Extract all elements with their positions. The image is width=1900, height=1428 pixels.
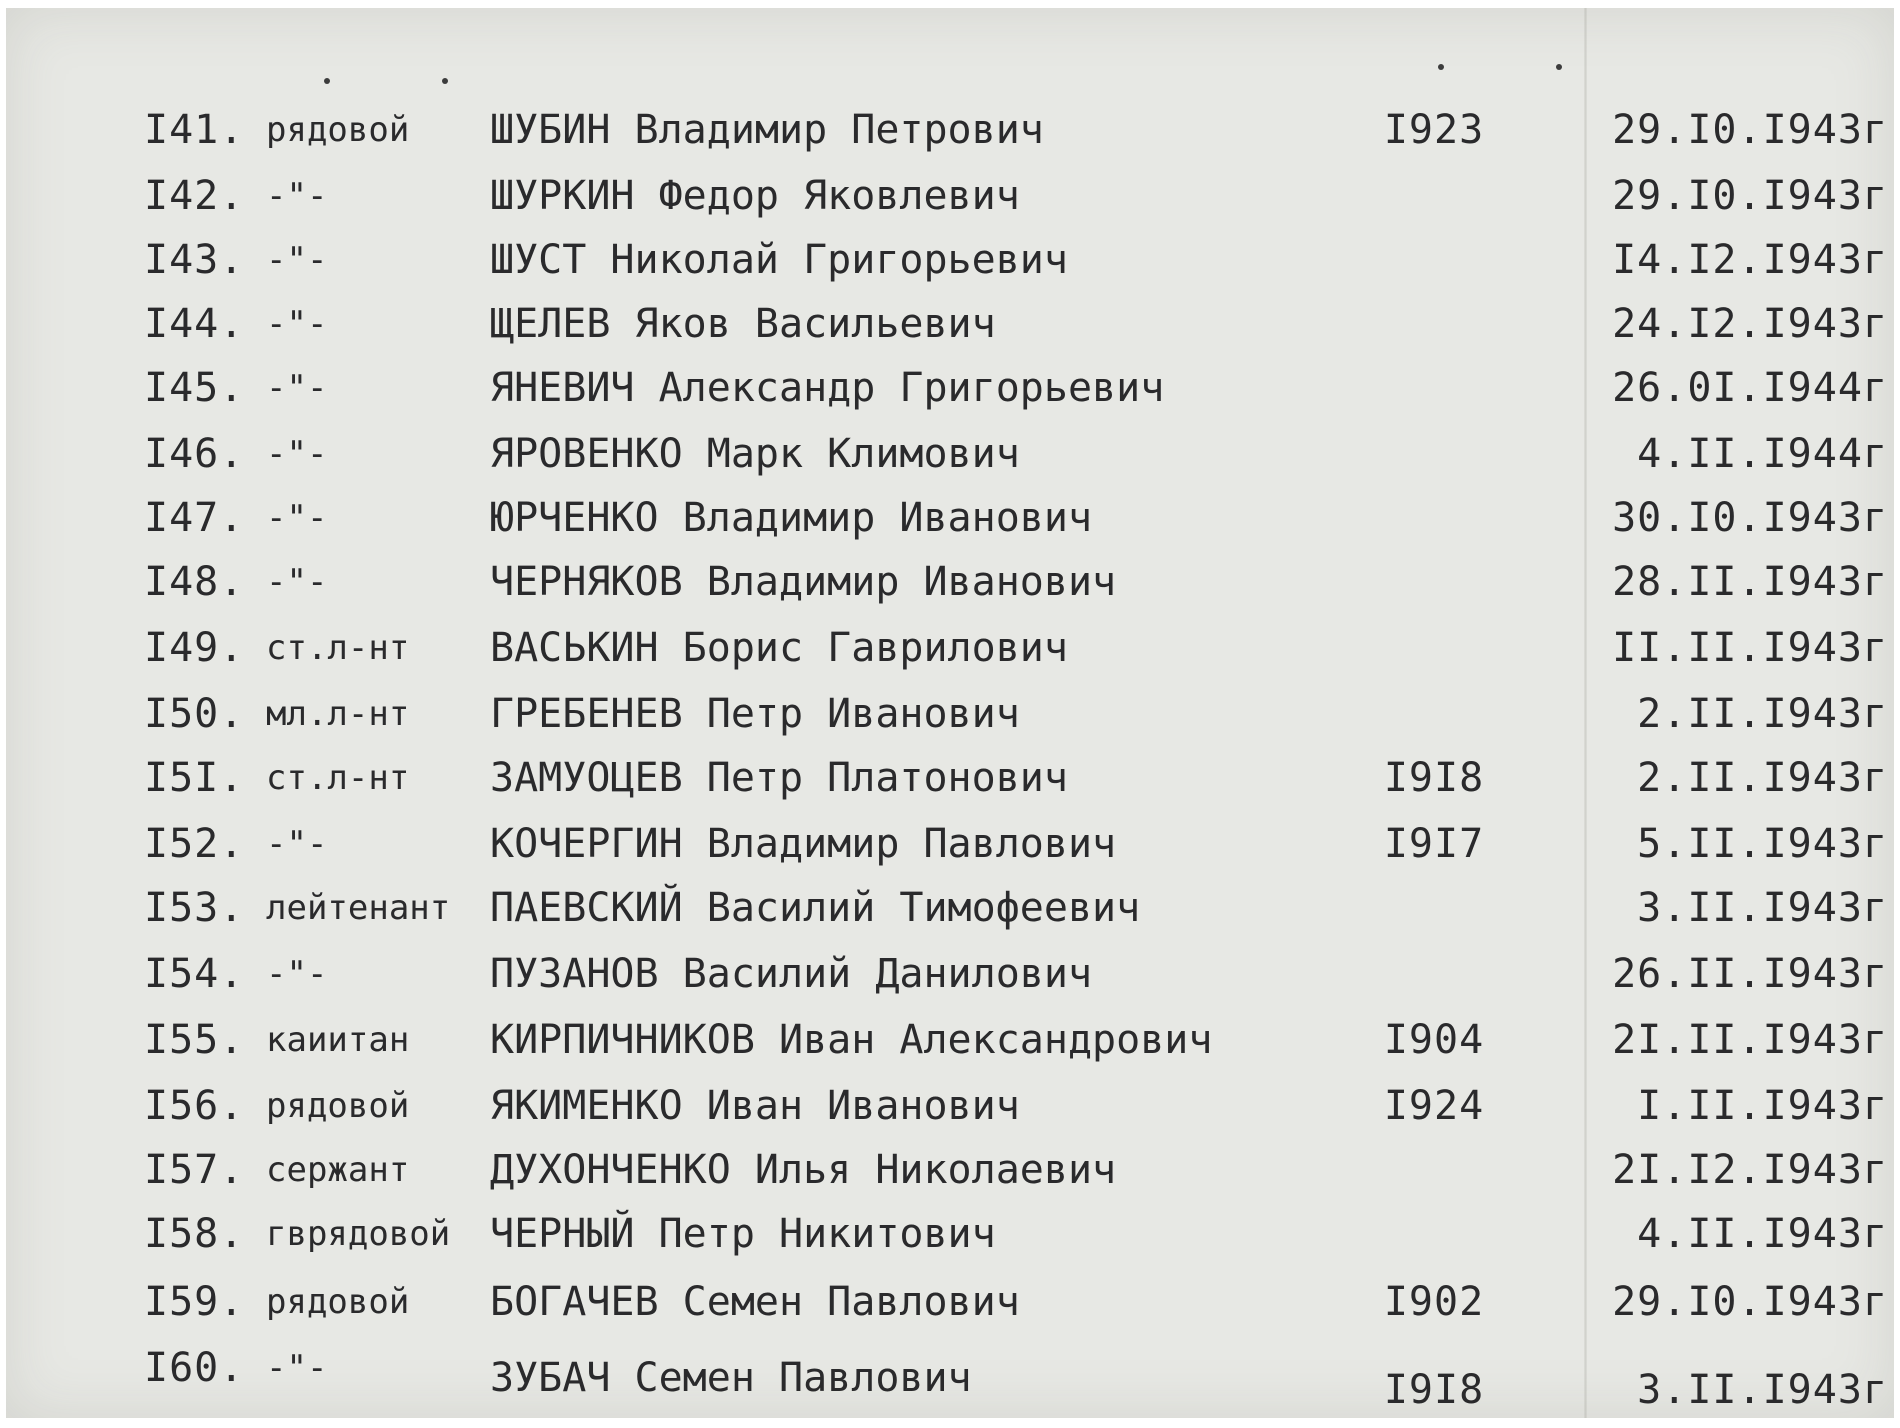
record-rank: -"- [266, 498, 328, 538]
record-num: I45. [144, 365, 245, 411]
list-item [6, 166, 1894, 226]
list-item [6, 684, 1894, 744]
record-date: 29.I0.I943г [1612, 173, 1888, 219]
record-name: ЯКИМЕНКО Иван Иванович [490, 1083, 1020, 1129]
record-rank: -"- [266, 954, 328, 994]
record-num: I56. [144, 1083, 245, 1129]
list-item [6, 618, 1894, 678]
record-date: II.II.I943г [1612, 625, 1888, 671]
record-name: ШУСТ Николай Григорьевич [490, 237, 1068, 283]
record-name: ЯНЕВИЧ Александр Григорьевич [490, 365, 1165, 411]
record-name: ГРЕБЕНЕВ Петр Иванович [490, 691, 1020, 737]
record-date: 2I.I2.I943г [1612, 1147, 1888, 1193]
record-date: 29.I0.I943г [1612, 107, 1888, 153]
record-num: I54. [144, 951, 245, 997]
record-num: I50. [144, 691, 245, 737]
record-date: 29.I0.I943г [1612, 1279, 1888, 1325]
record-name: КИРПИЧНИКОВ Иван Александрович [490, 1017, 1213, 1063]
record-num: I46. [144, 431, 245, 477]
record-year: I902 [1383, 1279, 1485, 1325]
record-name: ВАСЬКИН Борис Гаврилович [490, 625, 1068, 671]
record-num: I58. [144, 1211, 245, 1257]
list-item [6, 1204, 1894, 1264]
record-name: ПУЗАНОВ Василий Данилович [490, 951, 1093, 997]
record-year: I9I8 [1383, 755, 1485, 801]
record-rank: -"- [266, 176, 328, 216]
record-rank: -"- [266, 1348, 328, 1388]
record-date: 4.II.I944г [1637, 431, 1888, 477]
list-item [6, 1140, 1894, 1200]
record-rank: ст.л-нт [266, 628, 410, 668]
record-year: I9I7 [1383, 821, 1485, 867]
record-num: I5I. [144, 755, 245, 801]
record-num: I59. [144, 1279, 245, 1325]
document-page [6, 8, 1894, 1418]
record-rank: ст.л-нт [266, 758, 410, 798]
record-year: I904 [1383, 1017, 1485, 1063]
record-num: I55. [144, 1017, 245, 1063]
list-item [6, 1010, 1894, 1070]
list-item [6, 358, 1894, 418]
record-date: 3.II.I943г [1637, 885, 1888, 931]
record-year: I9I8 [1383, 1367, 1485, 1413]
list-item [6, 1076, 1894, 1136]
record-date: 2I.II.I943г [1612, 1017, 1888, 1063]
record-date: 28.II.I943г [1612, 559, 1888, 605]
record-rank: гврядовой [266, 1214, 451, 1254]
record-date: I.II.I943г [1637, 1083, 1888, 1129]
list-item [6, 1338, 1894, 1413]
record-rank: мл.л-нт [266, 694, 410, 734]
list-item [6, 944, 1894, 1004]
record-num: I53. [144, 885, 245, 931]
record-name: ЩЕЛЕВ Яков Васильевич [490, 301, 996, 347]
record-rank: рядовой [266, 1282, 410, 1322]
punch-mark [1556, 64, 1562, 70]
record-date: 24.I2.I943г [1612, 301, 1888, 347]
list-item [6, 814, 1894, 874]
record-date: 5.II.I943г [1637, 821, 1888, 867]
record-rank: -"- [266, 240, 328, 280]
list-item [6, 1272, 1894, 1332]
record-num: I43. [144, 237, 245, 283]
record-num: I49. [144, 625, 245, 671]
record-num: I52. [144, 821, 245, 867]
record-name: ЮРЧЕНКО Владимир Иванович [490, 495, 1093, 541]
list-item [6, 230, 1894, 290]
record-name: ПАЕВСКИЙ Василий Тимофеевич [490, 885, 1141, 931]
punch-mark [324, 78, 330, 84]
record-rank: -"- [266, 304, 328, 344]
record-date: 26.II.I943г [1612, 951, 1888, 997]
record-date: 26.0I.I944г [1612, 365, 1888, 411]
record-num: I41. [144, 107, 245, 153]
record-rank: каиитан [266, 1020, 410, 1060]
list-item [6, 552, 1894, 612]
record-year: I924 [1383, 1083, 1485, 1129]
record-name: БОГАЧЕВ Семен Павлович [490, 1279, 1020, 1325]
record-name: ДУХОНЧЕНКО Илья Николаевич [490, 1147, 1117, 1193]
record-year: I923 [1383, 107, 1485, 153]
record-num: I60. [144, 1345, 245, 1391]
record-date: 3.II.I943г [1637, 1367, 1888, 1413]
record-name: ШУРКИН Федор Яковлевич [490, 173, 1020, 219]
record-date: 2.II.I943г [1637, 755, 1888, 801]
record-rank: рядовой [266, 110, 410, 150]
record-name: КОЧЕРГИН Владимир Павлович [490, 821, 1117, 867]
record-date: 2.II.I943г [1637, 691, 1888, 737]
record-name: ЗУБАЧ Семен Павлович [490, 1355, 972, 1401]
record-date: 30.I0.I943г [1612, 495, 1888, 541]
record-rank: сержант [266, 1150, 410, 1190]
record-rank: -"- [266, 562, 328, 602]
punch-mark [442, 78, 448, 84]
record-num: I42. [144, 173, 245, 219]
record-name: ЧЕРНЯКОВ Владимир Иванович [490, 559, 1117, 605]
record-rank: рядовой [266, 1086, 410, 1126]
record-rank: лейтенант [266, 888, 451, 928]
record-rank: -"- [266, 434, 328, 474]
list-item [6, 100, 1894, 160]
list-item [6, 294, 1894, 354]
record-name: ЯРОВЕНКО Марк Климович [490, 431, 1020, 477]
punch-mark [1438, 64, 1444, 70]
record-num: I47. [144, 495, 245, 541]
record-num: I44. [144, 301, 245, 347]
list-item [6, 748, 1894, 808]
record-rank: -"- [266, 824, 328, 864]
list-item [6, 424, 1894, 484]
record-name: ЧЕРНЫЙ Петр Никитович [490, 1211, 996, 1257]
record-num: I48. [144, 559, 245, 605]
record-name: ШУБИН Владимир Петрович [490, 107, 1044, 153]
record-name: ЗАМУОЦЕВ Петр Платонович [490, 755, 1068, 801]
record-date: I4.I2.I943г [1612, 237, 1888, 283]
record-num: I57. [144, 1147, 245, 1193]
record-date: 4.II.I943г [1637, 1211, 1888, 1257]
list-item [6, 878, 1894, 938]
list-item [6, 488, 1894, 548]
record-rank: -"- [266, 368, 328, 408]
